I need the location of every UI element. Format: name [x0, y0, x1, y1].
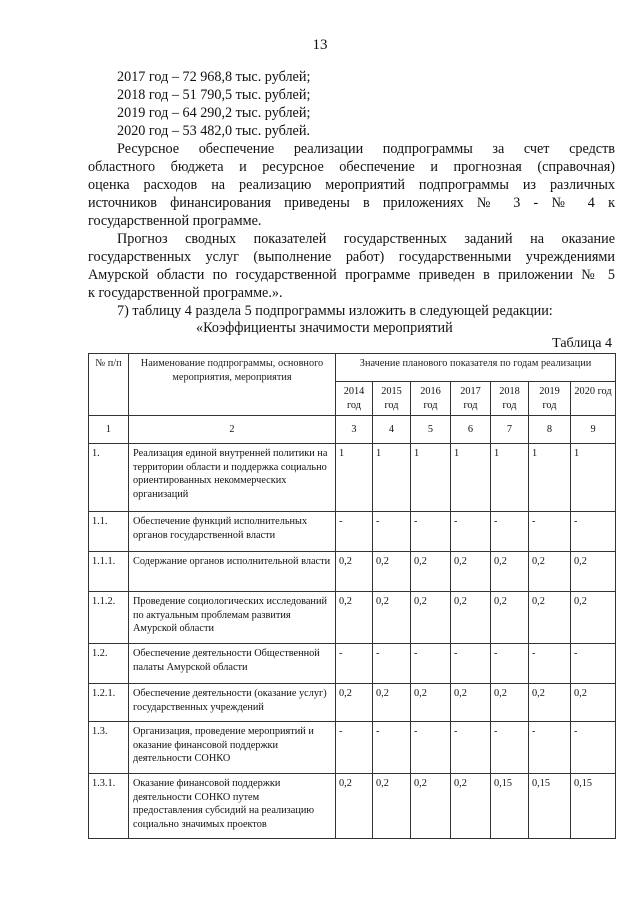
funding-line: 2017 год – 72 968,8 тыс. рублей;: [117, 69, 311, 85]
row-value: 0,2: [336, 774, 373, 839]
row-value: 0,2: [411, 552, 451, 592]
row-value: 1: [451, 444, 491, 512]
row-value: 0,2: [451, 774, 491, 839]
funding-line: 2019 год – 64 290,2 тыс. рублей;: [117, 105, 311, 121]
column-number: 5: [411, 416, 451, 444]
row-value: 0,15: [529, 774, 571, 839]
row-value: 0,2: [373, 592, 411, 644]
page-number: 13: [312, 37, 328, 53]
row-number: 1.: [89, 444, 129, 512]
year-header: 2016 год: [411, 382, 451, 416]
row-value: 1: [336, 444, 373, 512]
row-value: 1: [571, 444, 616, 512]
row-value: -: [411, 722, 451, 774]
row-value: -: [336, 644, 373, 684]
row-value: 0,2: [571, 552, 616, 592]
row-value: -: [373, 644, 411, 684]
row-value: 0,2: [411, 774, 451, 839]
row-value: -: [336, 512, 373, 552]
paragraph-line: областного бюджета и ресурсное обеспечение и прогнозная (справочная): [88, 159, 615, 175]
row-value: 1: [373, 444, 411, 512]
paragraph-line: источников финансирования приведены в приложениях № 3 - № 4 к: [88, 195, 615, 211]
paragraph-line: государственных услуг (выполнение работ) государственными учреждениями: [88, 249, 615, 265]
row-value: -: [529, 644, 571, 684]
column-number: 6: [451, 416, 491, 444]
row-value: -: [451, 644, 491, 684]
table-row: [89, 592, 616, 644]
row-value: 0,2: [529, 592, 571, 644]
row-name: Оказание финансовой поддержки деятельности СОНКО путем предоставления субсидий на реализацию социально значимых проектов: [129, 774, 336, 839]
row-value: -: [373, 722, 411, 774]
row-value: -: [336, 722, 373, 774]
row-value: 0,2: [373, 684, 411, 722]
table-row: [89, 444, 616, 512]
row-value: 0,2: [491, 684, 529, 722]
paragraph-line: государственной программе.: [88, 213, 262, 229]
row-value: 0,15: [571, 774, 616, 839]
row-number: 1.3.1.: [89, 774, 129, 839]
row-value: 0,2: [336, 592, 373, 644]
year-header: 2018 год: [491, 382, 529, 416]
year-header: 2015 год: [373, 382, 411, 416]
paragraph-line: к государственной программе.».: [88, 285, 283, 301]
row-name: Обеспечение деятельности Общественной палаты Амурской области: [129, 644, 336, 684]
row-number: 1.1.: [89, 512, 129, 552]
paragraph-line: Ресурсное обеспечение реализации подпрограммы за счет средств: [117, 141, 615, 157]
year-header: 2019 год: [529, 382, 571, 416]
row-value: 0,2: [571, 592, 616, 644]
table-title: «Коэффициенты значимости мероприятий: [196, 320, 453, 336]
coefficients-table: [88, 353, 616, 839]
funding-line: 2018 год – 51 790,5 тыс. рублей;: [117, 87, 311, 103]
table-caption: Таблица 4: [552, 336, 612, 351]
row-value: 0,2: [529, 552, 571, 592]
row-value: 0,2: [411, 684, 451, 722]
row-value: 0,2: [451, 684, 491, 722]
paragraph-line: Амурской области по государственной программе приведен в приложении № 5: [88, 267, 615, 283]
row-value: 0,2: [491, 552, 529, 592]
table-row: [89, 722, 616, 774]
row-value: 0,2: [336, 552, 373, 592]
row-value: 0,2: [529, 684, 571, 722]
row-number: 1.1.1.: [89, 552, 129, 592]
table-row: [89, 512, 616, 552]
column-number: 9: [571, 416, 616, 444]
row-value: 1: [411, 444, 451, 512]
year-header: 2020 год: [571, 382, 616, 416]
column-number: 3: [336, 416, 373, 444]
header-name: Наименование подпрограммы, основного мероприятия, мероприятия: [129, 354, 336, 416]
column-number: 1: [89, 416, 129, 444]
row-value: 0,2: [491, 592, 529, 644]
row-name: Содержание органов исполнительной власти: [129, 552, 336, 592]
row-value: -: [411, 644, 451, 684]
row-value: 0,2: [411, 592, 451, 644]
row-value: -: [451, 512, 491, 552]
row-name: Обеспечение функций исполнительных органов государственной власти: [129, 512, 336, 552]
row-number: 1.2.: [89, 644, 129, 684]
row-value: -: [411, 512, 451, 552]
row-value: -: [491, 644, 529, 684]
row-value: -: [571, 722, 616, 774]
row-value: 0,2: [451, 552, 491, 592]
row-value: -: [571, 512, 616, 552]
table-row: [89, 644, 616, 684]
row-value: 0,2: [571, 684, 616, 722]
row-value: 0,15: [491, 774, 529, 839]
column-number: 2: [129, 416, 336, 444]
row-value: -: [529, 722, 571, 774]
year-header: 2014 год: [336, 382, 373, 416]
funding-line: 2020 год – 53 482,0 тыс. рублей.: [117, 123, 310, 139]
row-name: Проведение социологических исследований по актуальным проблемам развития Амурской области: [129, 592, 336, 644]
paragraph-line: 7) таблицу 4 раздела 5 подпрограммы изложить в следующей редакции:: [117, 303, 553, 319]
row-name: Организация, проведение мероприятий и оказание финансовой поддержки деятельности СОНКО: [129, 722, 336, 774]
column-number: 7: [491, 416, 529, 444]
table-row: [89, 774, 616, 839]
row-value: 0,2: [373, 774, 411, 839]
row-value: -: [529, 512, 571, 552]
year-header: 2017 год: [451, 382, 491, 416]
column-number: 4: [373, 416, 411, 444]
header-number: № п/п: [89, 354, 129, 416]
row-value: 1: [491, 444, 529, 512]
row-value: -: [373, 512, 411, 552]
table-row: [89, 552, 616, 592]
row-value: -: [491, 722, 529, 774]
row-number: 1.2.1.: [89, 684, 129, 722]
table-row: [89, 684, 616, 722]
row-name: Обеспечение деятельности (оказание услуг) государственных учреждений: [129, 684, 336, 722]
row-value: 1: [529, 444, 571, 512]
row-number: 1.1.2.: [89, 592, 129, 644]
row-value: -: [491, 512, 529, 552]
row-value: 0,2: [451, 592, 491, 644]
paragraph-line: Прогноз сводных показателей государственных заданий на оказание: [117, 231, 615, 247]
row-value: 0,2: [373, 552, 411, 592]
row-value: -: [451, 722, 491, 774]
row-number: 1.3.: [89, 722, 129, 774]
column-number: 8: [529, 416, 571, 444]
row-name: Реализация единой внутренней политики на территории области и поддержка социально ориентированных некоммерческих организаций: [129, 444, 336, 512]
row-value: 0,2: [336, 684, 373, 722]
header-values: Значение планового показателя по годам реализации: [336, 354, 616, 382]
row-value: -: [571, 644, 616, 684]
paragraph-line: оценка расходов на реализацию мероприятий подпрограммы из различных: [88, 177, 615, 193]
